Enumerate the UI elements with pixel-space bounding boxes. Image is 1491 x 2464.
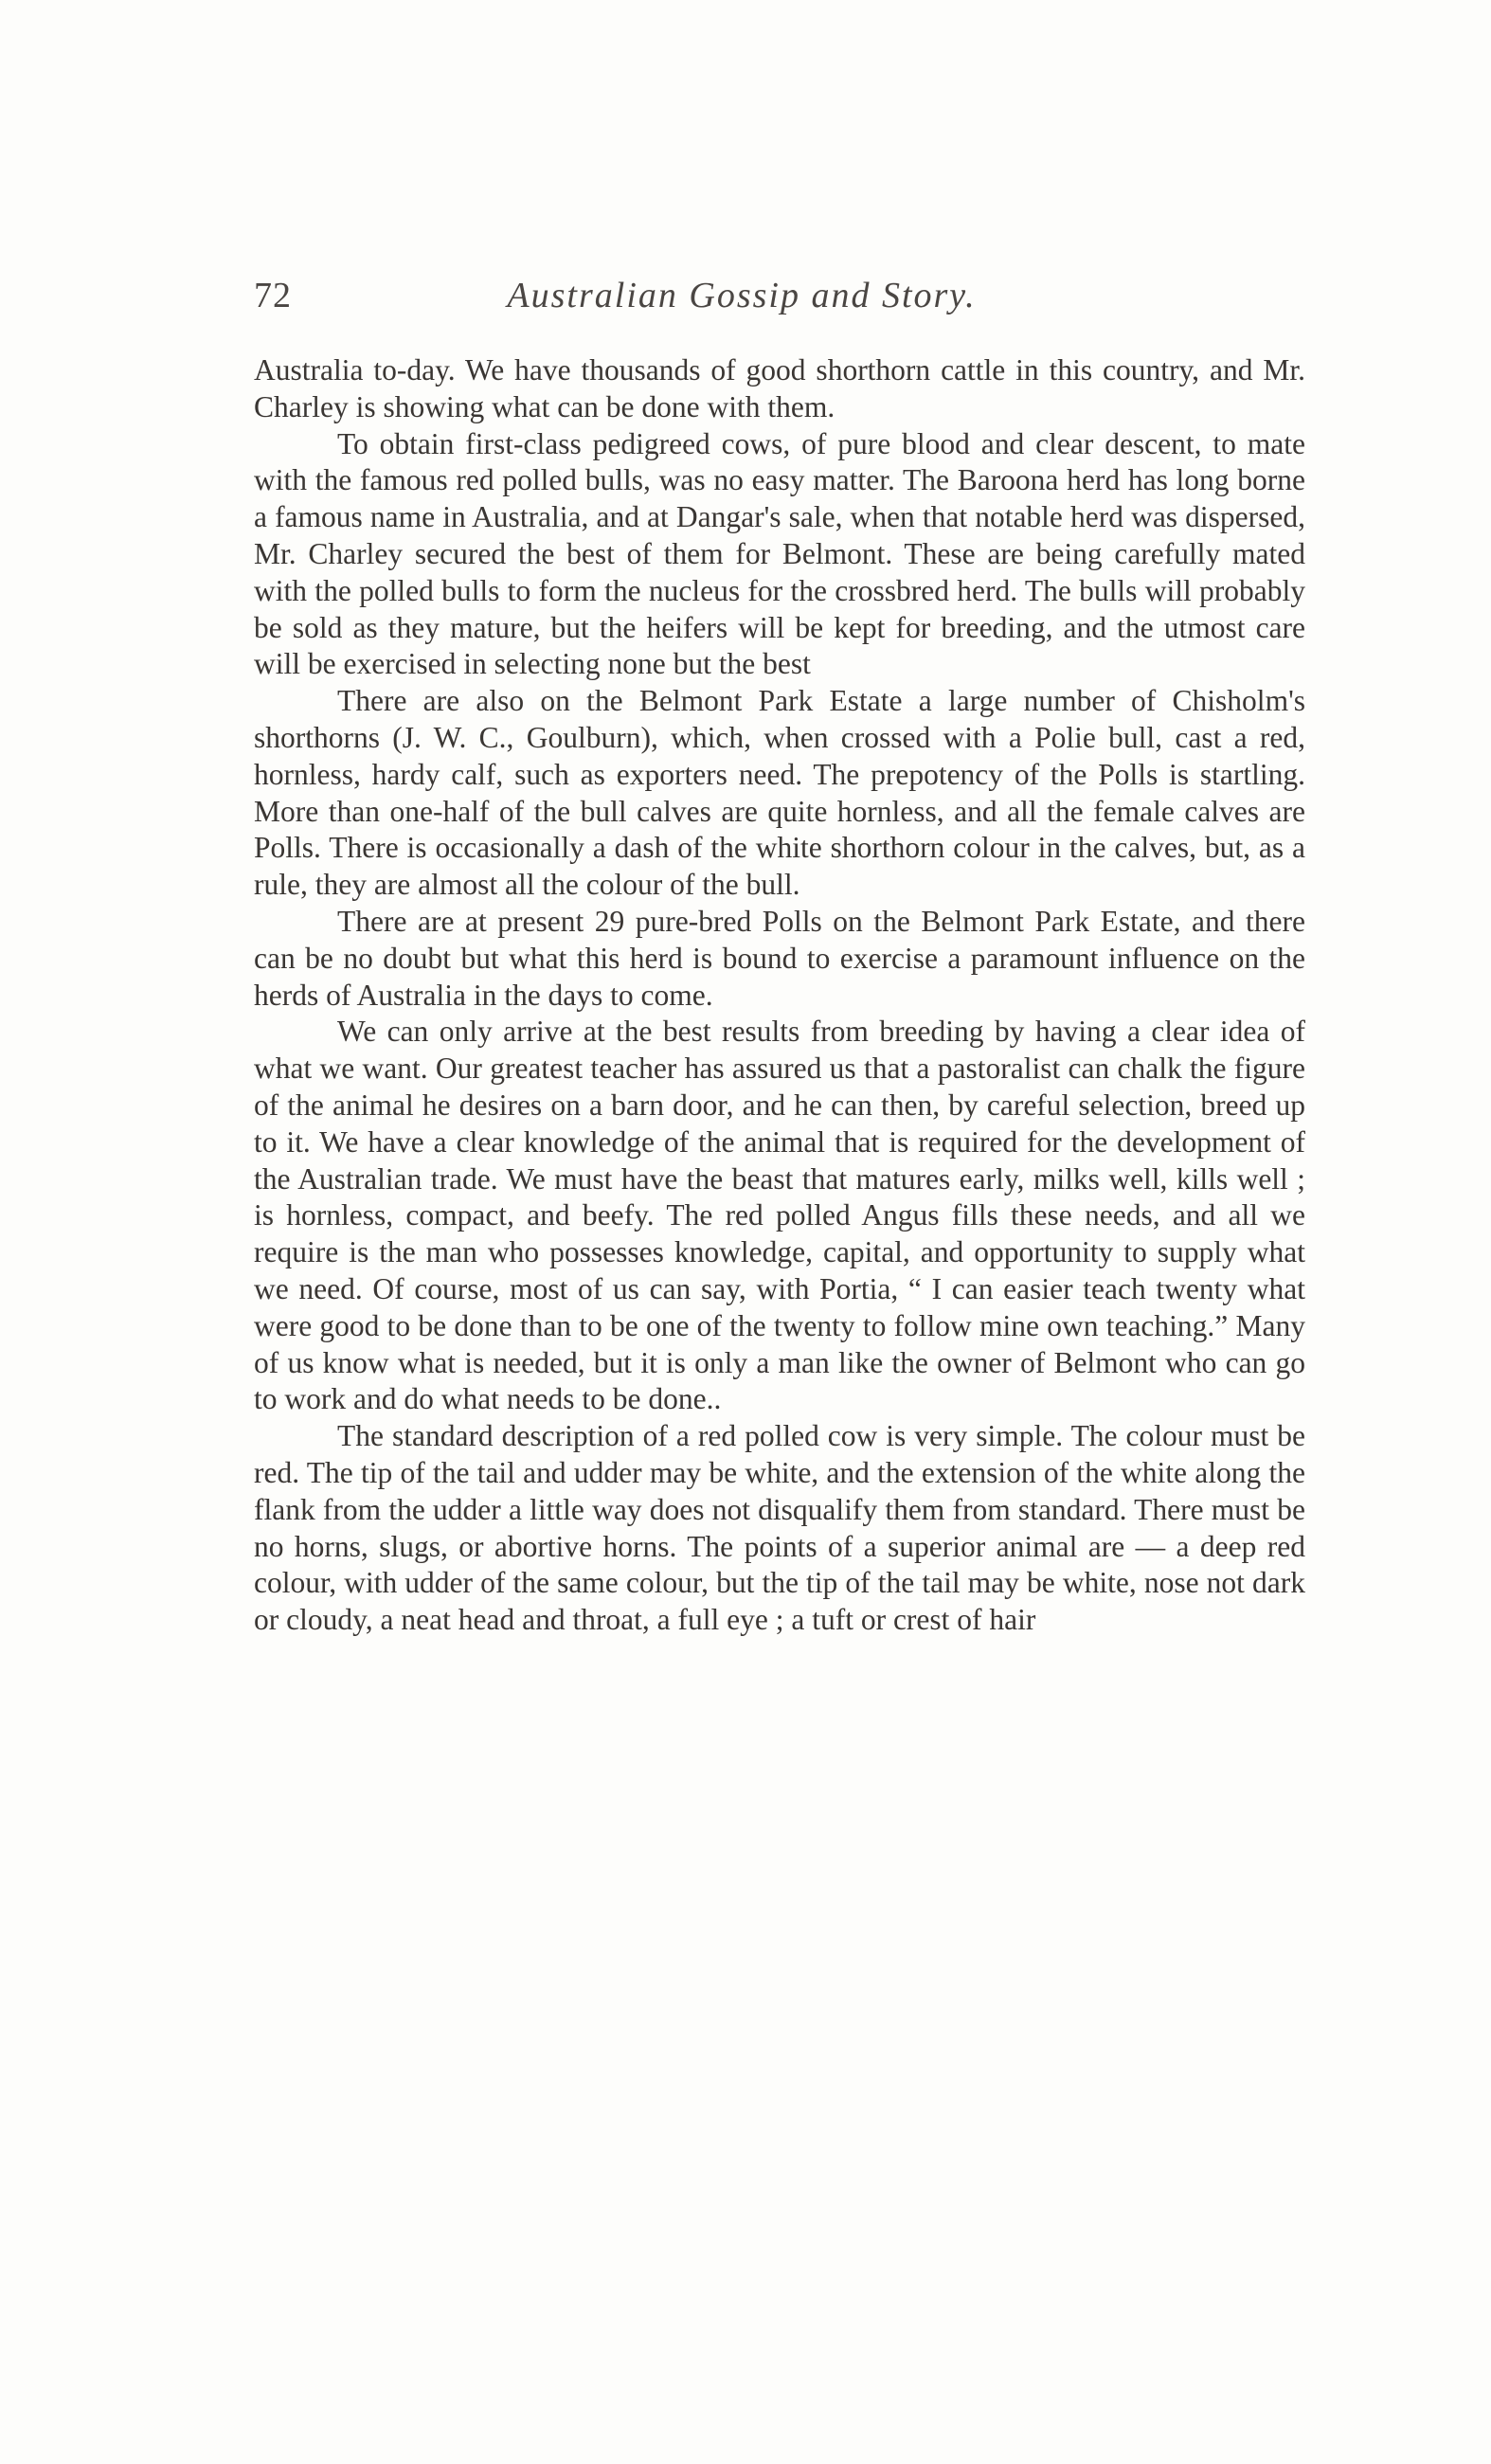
paragraph: To obtain first-class pedigreed cows, of pure blood and clear descent, to mate with the famous red polled bulls, was no easy matter. The Baroona herd has long borne a famous name in Australia, and at Dangar's sale, when that notable herd was dispersed, Mr. Charley secured the best of them for Belmont. These are being carefully mated with the polled bulls to form the nucleus for the crossbred herd. The bulls will probably be sold as they mature, but the heifers will be kept for breeding, and the utmost care will be exercised in selecting none but the best xyxy=(254,426,1305,681)
paragraph: The standard description of a red polled cow is very simple. The colour must be red. The tip of the tail and udder may be white, and the extension of the white along the flank from the udder a little way does not disqualify them from standard. There must be no horns, slugs, or abortive horns. The points of a superior animal are — a deep red colour, with udder of the same colour, but the tip of the tail may be white, nose not dark or cloudy, a neat head and throat, a full eye ; a tuft or crest of hair xyxy=(254,1419,1305,1637)
paragraph: There are at present 29 pure-bred Polls on the Belmont Park Estate, and there can be no doubt but what this herd is bound to exercise a paramount influence on the herds of Australia in the days to come. xyxy=(254,904,1305,1012)
running-title: Australian Gossip and Story. xyxy=(507,276,977,315)
page-header xyxy=(254,275,1230,332)
body-text xyxy=(254,352,1305,1639)
paragraph: There are also on the Belmont Park Estate a large number of Chisholm's shorthorns (J. W. C., Goulburn), which, when crossed with a Polie bull, cast a red, hornless, hardy calf, such as exporters need. The prepotency of the Polls is startling. More than one-half of the bull calves are quite hornless, and all the female calves are Polls. There is occasionally a dash of the white shorthorn colour in the calves, but, as a rule, they are almost all the colour of the bull. xyxy=(254,684,1305,902)
paragraph: We can only arrive at the best results from breeding by having a clear idea of what we want. Our greatest teacher has assured us that a pastoralist can chalk the figure of the animal he desires on a barn door, and he can then, by careful selection, breed up to it. We have a clear knowledge of the animal that is required for the development of the Australian trade. We must have the beast that matures early, milks well, kills well ; is hornless, compact, and beefy. The red polled Angus fills these needs, and all we require is the man who possesses knowledge, capital, and opportunity to supply what we need. Of course, most of us can say, with Portia, “ I can easier teach twenty what were good to be done than to be one of the twenty to follow mine own teaching.” Many of us know what is needed, but it is only a man like the owner of Belmont who can go to work and do what needs to be done.. xyxy=(254,1015,1305,1416)
paragraph: Australia to-day. We have thousands of good shorthorn cattle in this country, and Mr. Charley is showing what can be done with them. xyxy=(254,353,1305,423)
page-number: 72 xyxy=(254,276,292,315)
